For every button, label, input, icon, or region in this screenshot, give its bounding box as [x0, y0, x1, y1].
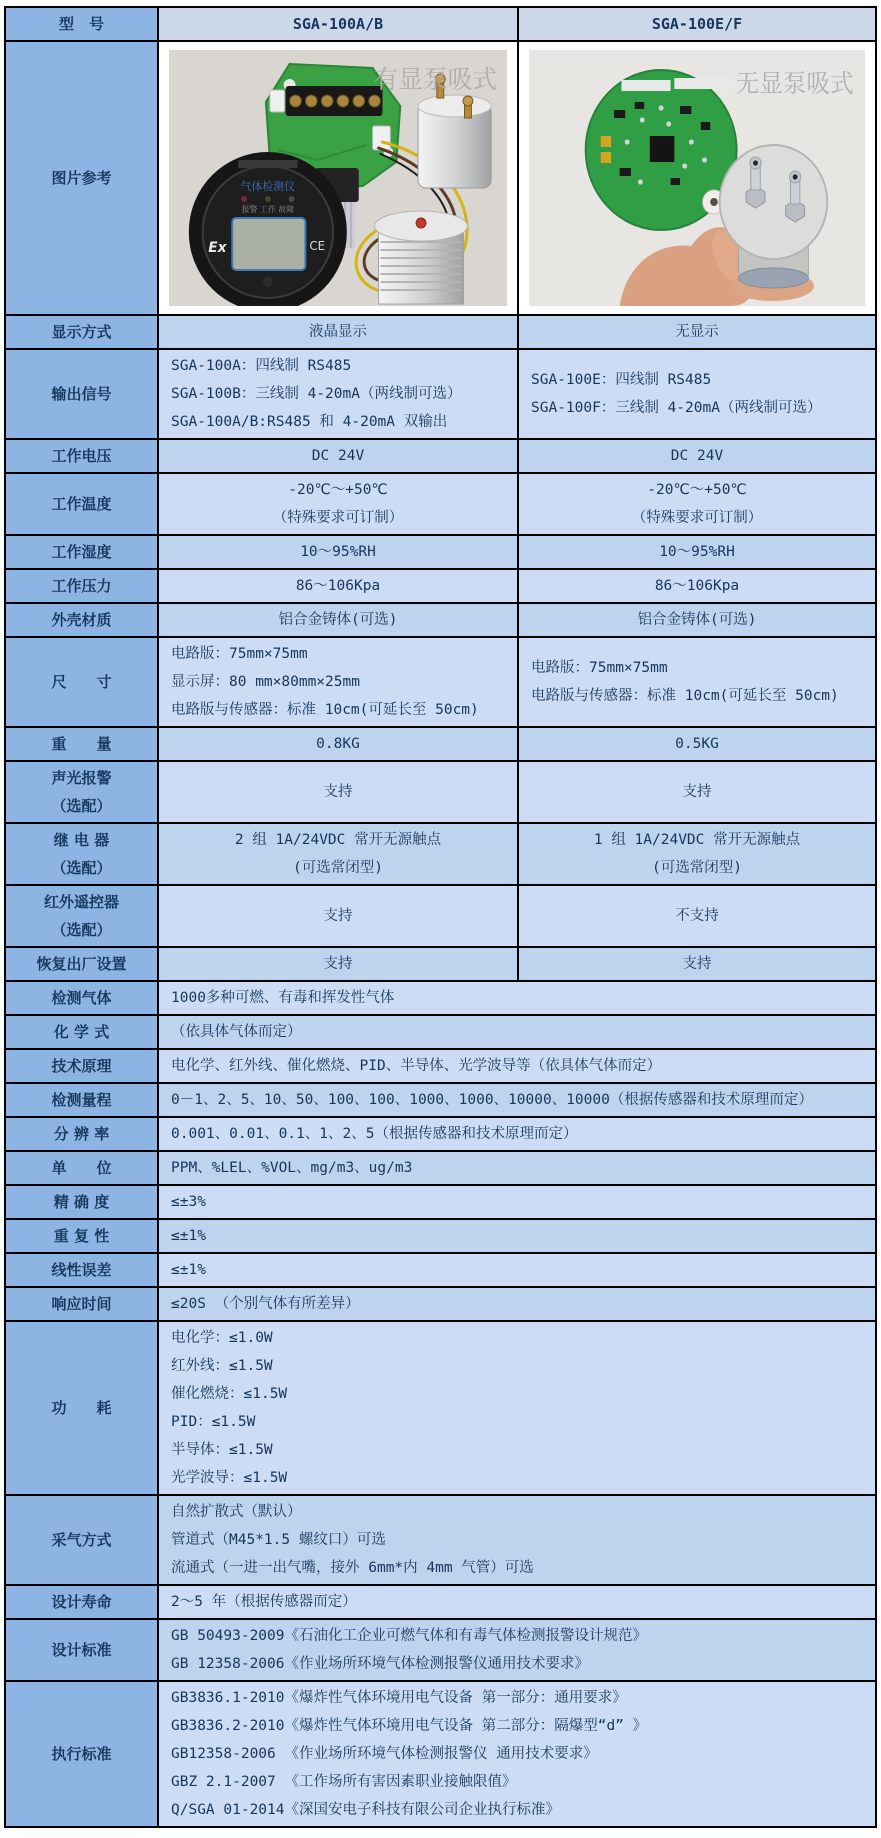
value-line: (可选常闭型) — [293, 860, 383, 876]
value-line: （特殊要求可订制） — [631, 510, 763, 526]
label-line: （选配） — [51, 921, 112, 939]
label-line: 响应时间 — [51, 1295, 112, 1313]
row-value-right-working-voltage — [517, 440, 875, 472]
value-line: 不支持 — [675, 908, 719, 924]
row-label-design-life — [6, 1586, 157, 1618]
row-value-detection-range — [157, 1084, 875, 1116]
device-title-text: 气体检测仪 — [240, 179, 295, 194]
row-value-left-working-pressure — [157, 570, 517, 602]
value-line: 显示屏：80 mm×80mm×25mm — [171, 674, 360, 690]
value-line: 液晶显示 — [309, 324, 367, 340]
row-value-right-working-temperature — [517, 474, 875, 534]
row-value-right-ir-remote — [517, 886, 875, 946]
label-line: 分 辨 率 — [53, 1125, 110, 1143]
value-line: 支持 — [323, 956, 353, 972]
value-line: （特殊要求可订制） — [272, 510, 404, 526]
value-line: GB3836.1-2010《爆炸性气体环境用电气设备 第一部分：通用要求》 — [171, 1690, 627, 1706]
row-value-right-output-signal — [517, 350, 875, 438]
row-label-execution-standard — [6, 1682, 157, 1826]
row-value-design-life — [157, 1586, 875, 1618]
label-line: 单 位 — [51, 1159, 112, 1177]
spec-row-display-mode — [6, 316, 875, 350]
value-line: 电路版：75mm×75mm — [531, 660, 668, 676]
row-value-left-working-voltage — [157, 440, 517, 472]
spec-row-response-time — [6, 1288, 875, 1322]
led-labels-text: 报警 工作 故障 — [241, 204, 295, 215]
row-value-left-weight — [157, 728, 517, 760]
value-line: 铝合金铸体(可选) — [637, 612, 757, 628]
red-indicator-dot — [416, 218, 426, 228]
label-line: 执行标准 — [51, 1745, 112, 1763]
row-value-right-working-humidity — [517, 536, 875, 568]
spec-row-detection-range — [6, 1084, 875, 1118]
label-line: 声光报警 — [51, 769, 112, 787]
row-value-right-dimensions — [517, 638, 875, 726]
value-line: 管道式（M45*1.5 螺纹口）可选 — [171, 1532, 386, 1548]
value-line: 1000多种可燃、有毒和挥发性气体 — [171, 990, 395, 1006]
header-model-left — [157, 8, 517, 40]
value-line: 0.8KG — [316, 736, 360, 752]
row-label-chemical-formula — [6, 1016, 157, 1048]
row-value-left-dimensions — [157, 638, 517, 726]
row-label-sound-light-alarm — [6, 762, 157, 822]
row-value-design-standard — [157, 1620, 875, 1680]
photo-label-text: 图片参考 — [51, 169, 112, 187]
row-label-detection-range — [6, 1084, 157, 1116]
row-value-left-shell-material — [157, 604, 517, 636]
row-value-left-working-humidity — [157, 536, 517, 568]
value-line: 电路版：75mm×75mm — [171, 646, 308, 662]
connector-white — [270, 90, 285, 112]
label-line: 红外遥控器 — [43, 893, 119, 911]
row-label-ir-remote — [6, 886, 157, 946]
label-line: 检测气体 — [51, 989, 112, 1007]
value-line: 支持 — [323, 784, 353, 800]
label-line: 工作温度 — [51, 495, 112, 513]
row-label-working-voltage — [6, 440, 157, 472]
spec-row-weight — [6, 728, 875, 762]
row-value-left-relay — [157, 824, 517, 884]
value-line: SGA-100F：三线制 4-20mA（两线制可选） — [531, 400, 822, 416]
value-line: 铝合金铸体(可选) — [278, 612, 398, 628]
row-value-accuracy — [157, 1186, 875, 1218]
row-label-working-temperature — [6, 474, 157, 534]
left-product-photo — [157, 42, 517, 314]
value-line: 0.5KG — [675, 736, 719, 752]
spec-row-unit — [6, 1152, 875, 1186]
label-line: 工作压力 — [51, 577, 112, 595]
row-label-repeatability — [6, 1220, 157, 1252]
row-value-left-display-mode — [157, 316, 517, 348]
row-value-right-sound-light-alarm — [517, 762, 875, 822]
row-value-left-sound-light-alarm — [157, 762, 517, 822]
value-line: 电化学：≤1.0W — [171, 1330, 273, 1346]
value-line: 86～106Kpa — [654, 578, 740, 594]
label-line: 工作电压 — [51, 447, 112, 465]
value-line: (可选常闭型) — [652, 860, 742, 876]
spec-row-design-standard — [6, 1620, 875, 1682]
value-line: GB3836.2-2010《爆炸性气体环境用电气设备 第二部分：隔爆型“d” 》 — [171, 1718, 648, 1734]
row-label-resolution — [6, 1118, 157, 1150]
value-line: -20℃～+50℃ — [288, 482, 388, 498]
value-line: 0.001、0.01、0.1、1、2、5（根据传感器和技术原理而定） — [171, 1126, 578, 1142]
product-spec-table — [4, 6, 877, 1828]
value-line: DC 24V — [670, 448, 724, 464]
value-line: PPM、%LEL、%VOL、mg/m3、ug/m3 — [171, 1160, 413, 1176]
spec-row-resolution — [6, 1118, 875, 1152]
value-line: 2 组 1A/24VDC 常开无源触点 — [234, 832, 442, 848]
row-label-dimensions — [6, 638, 157, 726]
row-value-sampling-method — [157, 1496, 875, 1584]
label-line: 采气方式 — [51, 1531, 112, 1549]
value-line: 光学波导：≤1.5W — [171, 1470, 288, 1486]
label-line: 工作湿度 — [51, 543, 112, 561]
spec-row-dimensions — [6, 638, 875, 728]
value-line: GB 12358-2006《作业场所环境气体检测报警仪通用技术要求》 — [171, 1656, 589, 1672]
spec-row-sampling-method — [6, 1496, 875, 1586]
header-model-right — [517, 8, 875, 40]
value-line: ≤±1% — [171, 1228, 206, 1244]
round-pcb-board — [586, 70, 737, 230]
value-line: GB 50493-2009《石油化工企业可燃气体和有毒气体检测报警设计规范》 — [171, 1628, 647, 1644]
row-value-left-working-temperature — [157, 474, 517, 534]
row-value-resolution — [157, 1118, 875, 1150]
spec-row-working-pressure — [6, 570, 875, 604]
photo-row-label — [6, 42, 157, 314]
value-line: 流通式（一进一出气嘴，接外 6mm*内 4mm 气管）可选 — [171, 1560, 534, 1576]
value-line: 支持 — [682, 784, 712, 800]
row-label-tech-principle — [6, 1050, 157, 1082]
label-line: 恢复出厂设置 — [36, 955, 127, 973]
row-value-right-shell-material — [517, 604, 875, 636]
row-label-working-pressure — [6, 570, 157, 602]
value-line: 10～95%RH — [300, 544, 376, 560]
model-left-text: SGA-100A/B — [292, 15, 384, 33]
value-line: 半导体：≤1.5W — [171, 1442, 273, 1458]
spec-row-power-consumption — [6, 1322, 875, 1496]
label-line: 重 量 — [51, 735, 112, 753]
row-value-unit — [157, 1152, 875, 1184]
value-line: ≤±1% — [171, 1262, 206, 1278]
row-label-response-time — [6, 1288, 157, 1320]
label-line: 精 确 度 — [53, 1193, 110, 1211]
value-line: ≤±3% — [171, 1194, 206, 1210]
pgm-button — [263, 277, 273, 287]
spec-row-working-humidity — [6, 536, 875, 570]
label-line: 化 学 式 — [53, 1023, 110, 1041]
value-line: 2～5 年（根据传感器而定） — [171, 1594, 357, 1610]
row-value-left-factory-reset — [157, 948, 517, 980]
row-label-working-humidity — [6, 536, 157, 568]
label-line: 设计标准 — [51, 1641, 112, 1659]
right-watermark-text: 无显泵吸式 — [735, 68, 854, 99]
row-label-detected-gas — [6, 982, 157, 1014]
value-line: 电化学、红外线、催化燃烧、PID、半导体、光学波导等（依具体气体而定） — [171, 1058, 662, 1074]
row-label-linearity-error — [6, 1254, 157, 1286]
value-line: SGA-100A/B:RS485 和 4-20mA 双输出 — [171, 414, 448, 430]
row-value-linearity-error — [157, 1254, 875, 1286]
value-line: 红外线：≤1.5W — [171, 1358, 273, 1374]
row-label-weight — [6, 728, 157, 760]
spec-row-shell-material — [6, 604, 875, 638]
spec-row-working-voltage — [6, 440, 875, 474]
pcb-label-strip — [621, 80, 670, 91]
spec-row-working-temperature — [6, 474, 875, 536]
left-watermark-text: 有显泵吸式 — [373, 64, 498, 95]
label-line: 技术原理 — [51, 1057, 112, 1075]
spec-row-factory-reset — [6, 948, 875, 982]
value-line: 支持 — [682, 956, 712, 972]
value-line: 电路版与传感器：标准 10cm(可延长至 50cm) — [171, 702, 479, 718]
label-line: （选配） — [51, 797, 112, 815]
value-line: Q/SGA 01-2014《深国安电子科技有限公司企业执行标准》 — [171, 1802, 560, 1818]
label-line: （选配） — [51, 859, 112, 877]
row-label-display-mode — [6, 316, 157, 348]
row-label-sampling-method — [6, 1496, 157, 1584]
value-line: SGA-100B：三线制 4-20mA（两线制可选） — [171, 386, 462, 402]
label-line: 功 耗 — [51, 1399, 112, 1417]
left-product-photo-image — [169, 50, 507, 306]
spec-row-design-life — [6, 1586, 875, 1620]
value-line: 催化燃烧：≤1.5W — [171, 1386, 288, 1402]
row-value-tech-principle — [157, 1050, 875, 1082]
value-line: 电路版与传感器：标准 10cm(可延长至 50cm) — [531, 688, 839, 704]
fault-led — [289, 196, 295, 202]
spec-row-tech-principle — [6, 1050, 875, 1084]
label-line: 线性误差 — [51, 1261, 112, 1279]
row-value-left-ir-remote — [157, 886, 517, 946]
photo-reference-row — [6, 42, 875, 316]
ce-mark-text: CE — [309, 238, 326, 254]
header-label-text: 型 号 — [58, 15, 104, 33]
spec-row-accuracy — [6, 1186, 875, 1220]
row-value-chemical-formula — [157, 1016, 875, 1048]
row-label-relay — [6, 824, 157, 884]
model-right-text: SGA-100E/F — [651, 15, 743, 33]
row-label-unit — [6, 1152, 157, 1184]
row-value-right-factory-reset — [517, 948, 875, 980]
label-line: 检测量程 — [51, 1091, 112, 1109]
label-line: 外壳材质 — [51, 611, 112, 629]
value-line: 1 组 1A/24VDC 常开无源触点 — [593, 832, 801, 848]
table-header-row — [6, 8, 875, 42]
row-value-right-relay — [517, 824, 875, 884]
spec-row-ir-remote — [6, 886, 875, 948]
row-value-left-output-signal — [157, 350, 517, 438]
row-label-design-standard — [6, 1620, 157, 1680]
spec-row-detected-gas — [6, 982, 875, 1016]
work-led — [265, 196, 271, 202]
spec-row-linearity-error — [6, 1254, 875, 1288]
value-line: （依具体气体而定） — [171, 1024, 302, 1040]
label-line: 输出信号 — [51, 385, 112, 403]
row-value-response-time — [157, 1288, 875, 1320]
spec-row-execution-standard — [6, 1682, 875, 1826]
row-label-factory-reset — [6, 948, 157, 980]
value-line: 支持 — [323, 908, 353, 924]
row-value-right-display-mode — [517, 316, 875, 348]
label-line: 尺 寸 — [51, 673, 112, 691]
value-line: 无显示 — [675, 324, 719, 340]
gas-detector-body — [189, 152, 347, 306]
value-line: -20℃～+50℃ — [647, 482, 747, 498]
value-line: 自然扩散式（默认） — [171, 1504, 302, 1520]
label-line: 重 复 性 — [53, 1227, 110, 1245]
label-line: 设计寿命 — [51, 1593, 112, 1611]
row-label-accuracy — [6, 1186, 157, 1218]
value-line: DC 24V — [311, 448, 365, 464]
value-line: 0－1、2、5、10、50、100、100、1000、1000、10000、10000（根据传感器和技术原理而定） — [171, 1092, 813, 1108]
value-line: SGA-100E：四线制 RS485 — [531, 372, 712, 388]
label-line: 显示方式 — [51, 323, 112, 341]
value-line: 10～95%RH — [659, 544, 735, 560]
cylinder-base-ring — [739, 268, 809, 288]
row-value-power-consumption — [157, 1322, 875, 1494]
value-line: SGA-100A：四线制 RS485 — [171, 358, 352, 374]
ex-mark-text: Ex — [208, 239, 227, 257]
yellow-capacitor — [601, 136, 611, 147]
row-value-repeatability — [157, 1220, 875, 1252]
row-value-right-weight — [517, 728, 875, 760]
main-ic-chip — [650, 136, 675, 162]
right-product-photo-image — [529, 50, 865, 306]
spec-row-repeatability — [6, 1220, 875, 1254]
alarm-led — [241, 196, 247, 202]
spec-row-chemical-formula — [6, 1016, 875, 1050]
header-model-label — [6, 8, 157, 40]
spec-row-relay — [6, 824, 875, 886]
value-line: GBZ 2.1-2007 《工作场所有害因素职业接触限值》 — [171, 1774, 517, 1790]
row-label-output-signal — [6, 350, 157, 438]
row-label-power-consumption — [6, 1322, 157, 1494]
row-value-right-working-pressure — [517, 570, 875, 602]
value-line: ≤20S （个别气体有所差异） — [171, 1296, 360, 1312]
right-product-photo — [517, 42, 875, 314]
spec-row-sound-light-alarm — [6, 762, 875, 824]
spec-row-output-signal — [6, 350, 875, 440]
row-label-shell-material — [6, 604, 157, 636]
lcd-screen — [232, 218, 305, 270]
value-line: 86～106Kpa — [295, 578, 381, 594]
row-value-detected-gas — [157, 982, 875, 1014]
ribbed-sensor-cylinder — [375, 211, 468, 304]
row-value-execution-standard — [157, 1682, 875, 1826]
value-line: GB12358-2006 《作业场所环境气体检测报警仪 通用技术要求》 — [171, 1746, 598, 1762]
value-line: PID：≤1.5W — [171, 1414, 256, 1430]
label-line: 继 电 器 — [53, 831, 110, 849]
